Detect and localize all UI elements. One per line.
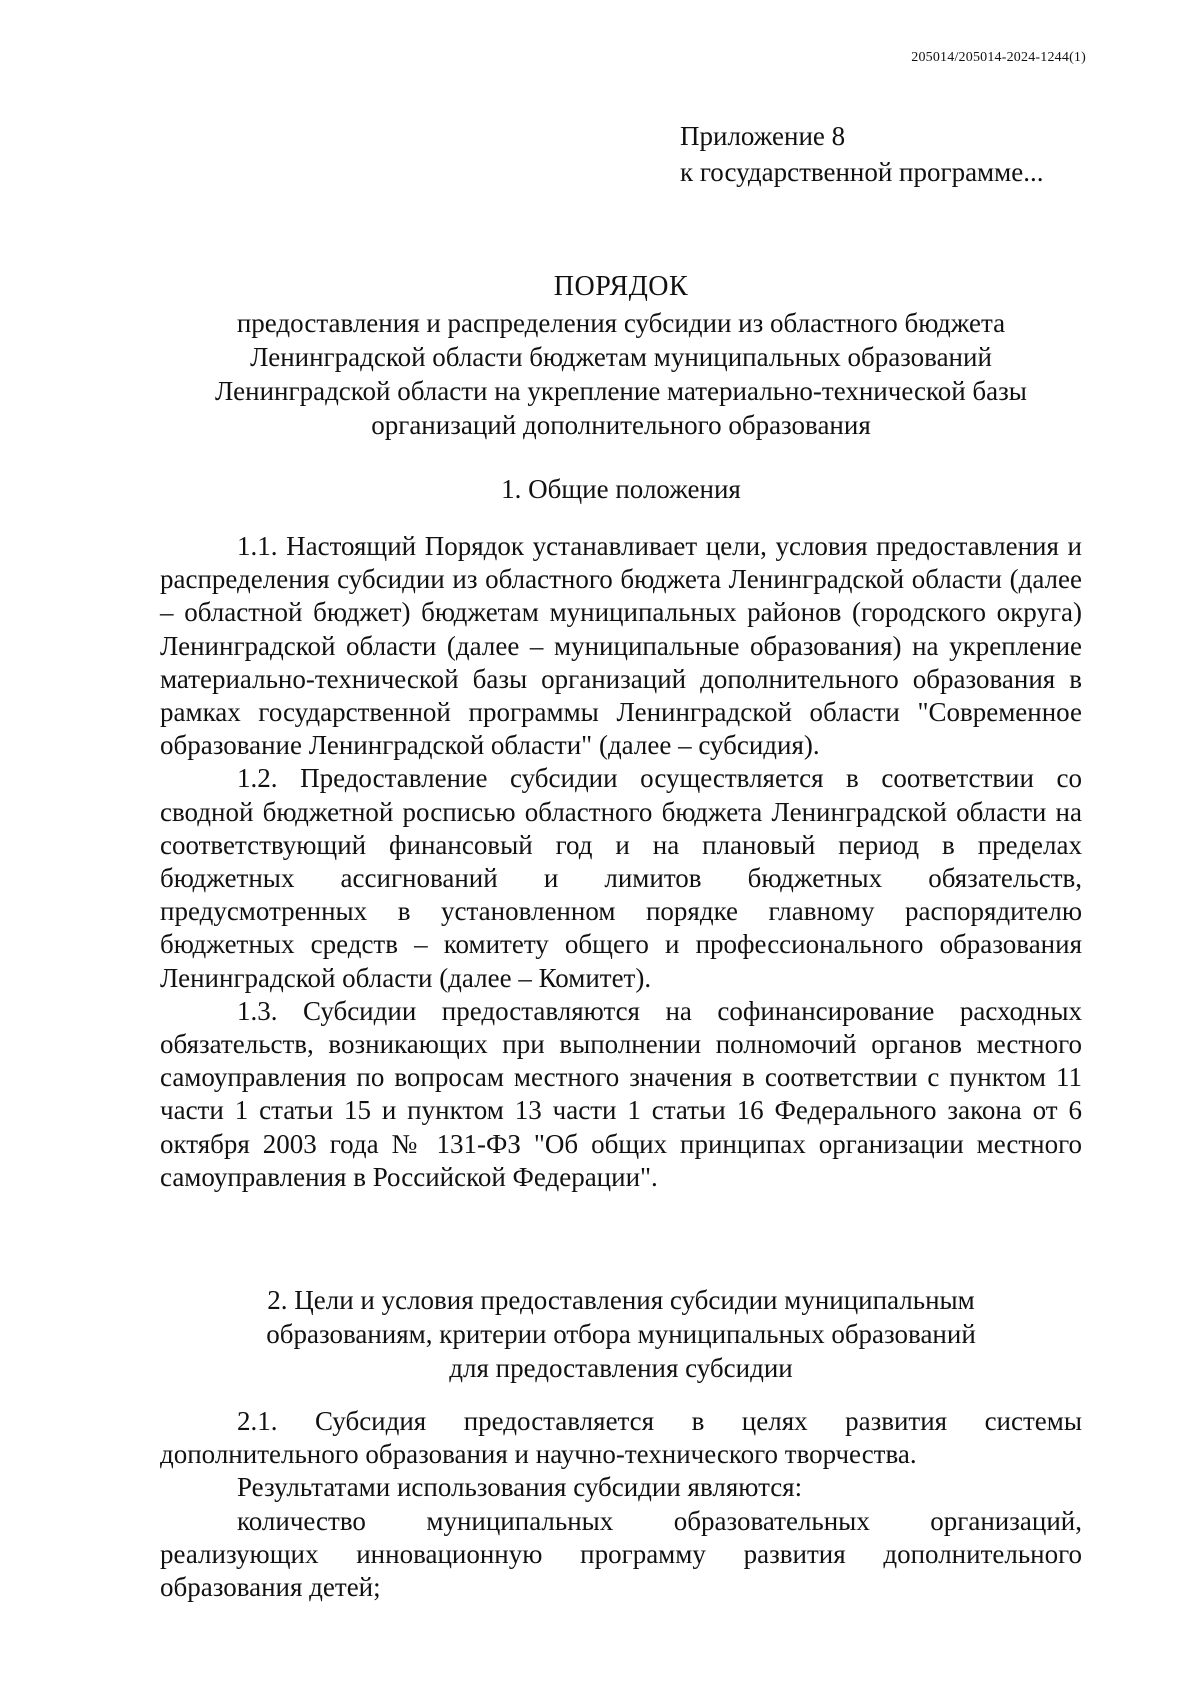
section-2-heading-line: образованиям, критерии отбора муниципальных образований [266,1319,976,1349]
paragraph-2-1: 2.1. Субсидия предоставляется в целях развития системы дополнительного образования и научно-технического творчества. [160,1406,1082,1470]
appendix-line-1: Приложение 8 [680,121,846,151]
document-subtitle-line: предоставления и распределения субсидии из областного бюджета [236,308,1006,338]
appendix-block [680,118,1043,190]
section-2-heading-line: для предоставления субсидии [449,1353,793,1383]
paragraph-1-1: 1.1. Настоящий Порядок устанавливает цели, условия предоставления и распределения субсидии из областного бюджета Ленинградской области (далее – областной бюджет) бюджетам муниципальных районов (городского округа) Ленинградской области (далее – муниципальные образования) на укрепление материально-технической базы организаций дополнительного образования в рамках государственной программы Ленинградской области "Современное образование Ленинградской области" (далее – субсидия). [160,531,1082,761]
paragraph-1-2: 1.2. Предоставление субсидии осуществляется в соответствии со сводной бюджетной росписью областного бюджета Ленинградской области на соответствующий финансовый год и на плановый период в пределах бюджетных ассигнований и лимитов бюджетных обязательств, предусмотренных в установленном порядке главному распорядителю бюджетных средств – комитету общего и профессионального образования Ленинградской области (далее – Комитет). [160,763,1082,993]
section-2-heading [160,1283,1082,1385]
document-subtitle-line: организаций дополнительного образования [371,410,871,440]
document-subtitle-line: Ленинградской области бюджетам муниципальных образований [250,342,992,372]
paragraph-1-3: 1.3. Субсидии предоставляются на софинансирование расходных обязательств, возникающих при выполнении полномочий органов местного самоуправления по вопросам местного значения в соответствии с пунктом 11 части 1 статьи 15 и пунктом 13 части 1 статьи 16 Федерального закона от 6 октября 2003 года № 131-ФЗ "Об общих принципах организации местного самоуправления в Российской Федерации". [160,995,1082,1192]
section-1-body [160,530,1082,1194]
result-item: количество муниципальных образовательных организаций, реализующих инновационную программу развития дополнительного образования детей; [160,1505,1082,1603]
results-intro: Результатами использования субсидии являются: [237,1472,803,1503]
document-id: 205014/205014-2024-1244(1) [911,50,1086,65]
document-title: ПОРЯДОК [553,271,689,302]
section-2-body [160,1405,1082,1604]
document-title-block [160,270,1082,442]
section-1-heading: 1. Общие положения [501,474,741,504]
appendix-line-2: к государственной программе... [680,157,1044,187]
document-subtitle-line: Ленинградской области на укрепление материально-технической базы [215,376,1027,406]
section-2-heading-line: 2. Цели и условия предоставления субсидии муниципальным [267,1285,975,1315]
